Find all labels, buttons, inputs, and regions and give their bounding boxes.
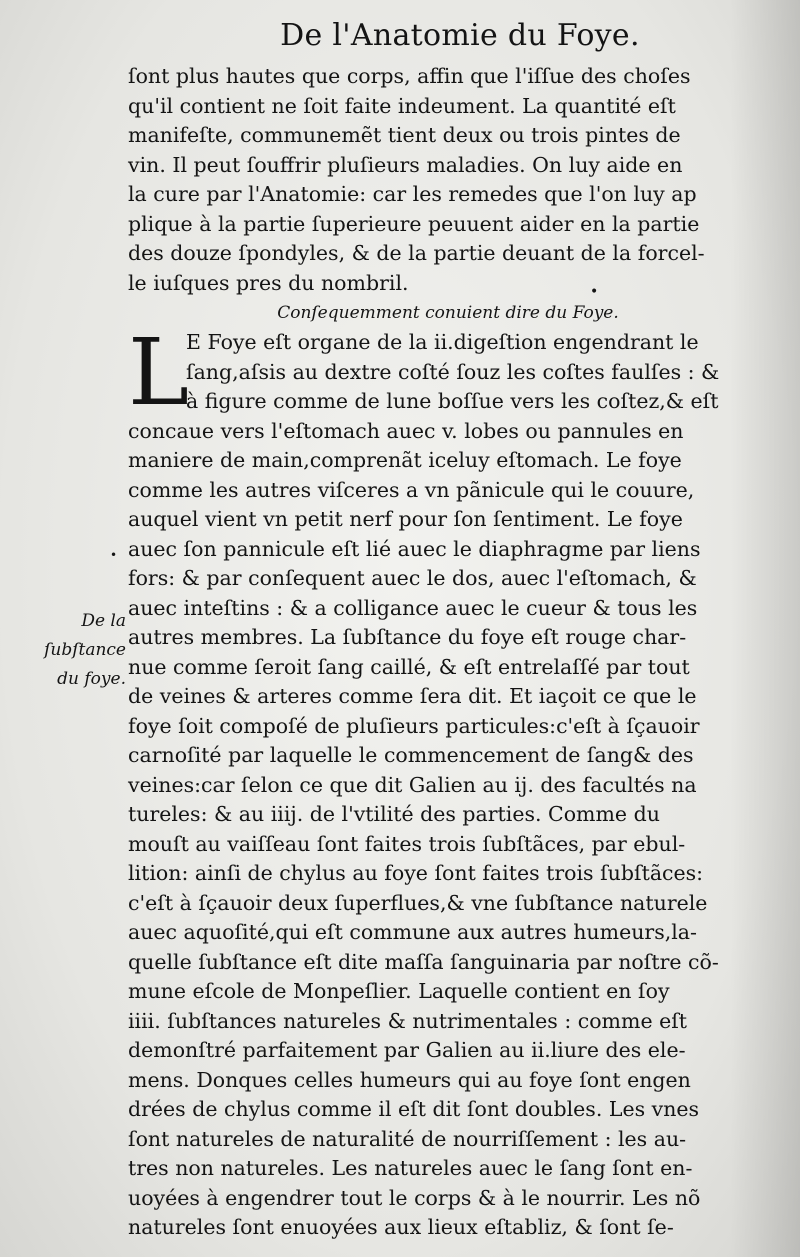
drop-cap: L [128, 319, 190, 426]
margin-note-line: ſubſtance [44, 640, 126, 660]
text-line: manifeſte, communemẽt tient deux ou trois pintes de [128, 123, 681, 147]
text-line: iiii. ſubſtances natureles & nutrimentales : comme eſt [128, 1008, 688, 1033]
text-line: plique à la partie ſuperieure peuuent aider en la partie [128, 211, 700, 236]
section-title: Conſequemment conuient dire du Foye. [277, 303, 619, 323]
text-line: fors: & par conſequent auec le dos, auec l'eſtomach, & [128, 566, 697, 590]
text-line: le iuſques pres du nombril. [128, 270, 409, 295]
text-line: c'eſt à ſçauoir deux ſuperflues,& vne ſubſtance naturele [128, 890, 708, 915]
text-line: qu'il contient ne ſoit faite indeument. La quantité eſt [128, 93, 676, 118]
text-line: ſang,aſsis au dextre coſté ſouz les coſtes faulſes : & [186, 359, 720, 384]
text-line: comme les autres viſceres a vn pãnicule qui le couure, [128, 477, 695, 502]
text-line: nue comme ſeroit ſang caillé, & eſt entrelaſſé par tout [128, 654, 690, 679]
text-line: demonſtré parfaitement par Galien au ii.liure des ele- [128, 1038, 686, 1062]
text-line: concaue vers l'eſtomach auec v. lobes ou pannules en [128, 418, 684, 443]
dropcap-lines [128, 319, 768, 426]
paragraph-after [128, 417, 768, 1243]
text-line: E Foye eſt organe de la ii.digeſtion engendrant le [186, 330, 699, 354]
text-line: autres membres. La ſubſtance du foye eſt rouge char- [128, 625, 687, 649]
paragraph-before [128, 62, 768, 298]
text-line: foye ſoit compoſé de pluſieurs particules:c'eſt à ſçauoir [128, 713, 700, 738]
text-line: de veines & arteres comme ſera dit. Et iaçoit ce que le [128, 684, 697, 708]
text-line: vin. Il peut ſouffrir pluſieurs maladies. On luy aide en [128, 152, 683, 177]
text-line: lition: ainſi de chylus au foye ſont faites trois ſubſtãces: [128, 861, 704, 885]
text-line: ſont plus hautes que corps, affin que l'iſſue des choſes [128, 64, 691, 88]
text-line: ſont natureles de naturalité de nourriſſement : les au- [128, 1126, 687, 1151]
text-line: carnoſité par laquelle le commencement de ſang& des [128, 743, 694, 767]
text-line: mouſt au vaiſſeau ſont faites trois ſubſtãces, par ebul- [128, 831, 686, 856]
text-line: auec aquoſité,qui eſt commune aux autres humeurs,la- [128, 920, 697, 944]
text-line: la cure par l'Anatomie: car les remedes que l'on luy ap [128, 182, 697, 206]
text-line: des douze ſpondyles, & de la partie deuant de la forcel- [128, 241, 705, 265]
margin-note-line: De la [81, 611, 126, 631]
text-line: mune eſcole de Monpeſlier. Laquelle contient en ſoy [128, 979, 670, 1003]
ink-dot-mark: • [590, 284, 599, 300]
text-line: uoyées à engendrer tout le corps & à le nourrir. Les nõ [128, 1185, 701, 1210]
margin-note [22, 607, 126, 694]
text-line: à figure comme de lune boſſue vers les coſtez,& eſt [186, 389, 719, 413]
text-line: drées de chylus comme il eſt dit ſont doubles. Les vnes [128, 1097, 700, 1121]
running-header: De l'Anatomie du Foye. [280, 18, 640, 53]
text-line: maniere de main,comprenãt iceluy eſtomach. Le foye [128, 448, 682, 472]
text-line: veines:car ſelon ce que dit Galien au ij. des facultés na [128, 772, 697, 797]
margin-note-line: du foye. [57, 669, 126, 689]
text-line: auquel vient vn petit nerf pour ſon ſentiment. Le foye [128, 507, 683, 531]
text-line: quelle ſubſtance eſt dite maſſa ſanguinaria par noſtre cõ- [128, 949, 719, 974]
text-line: mens. Donques celles humeurs qui au foye ſont engen [128, 1067, 691, 1092]
text-line: auec ſon pannicule eſt lié auec le diaphragme par liens [128, 536, 701, 561]
text-line: natureles ſont enuoyées aux lieux eſtabliz, & ſont ſe- [128, 1215, 674, 1239]
text-line: tres non natureles. Les natureles auec le ſang ſont en- [128, 1156, 693, 1180]
body-text [128, 62, 768, 1243]
dropcap-paragraph [128, 319, 768, 426]
text-line: auec inteſtins : & a colligance auec le cueur & tous les [128, 595, 698, 620]
margin-bullet-mark: • [110, 548, 118, 562]
text-line: tureles: & au iiij. de l'vtilité des parties. Comme du [128, 802, 660, 826]
